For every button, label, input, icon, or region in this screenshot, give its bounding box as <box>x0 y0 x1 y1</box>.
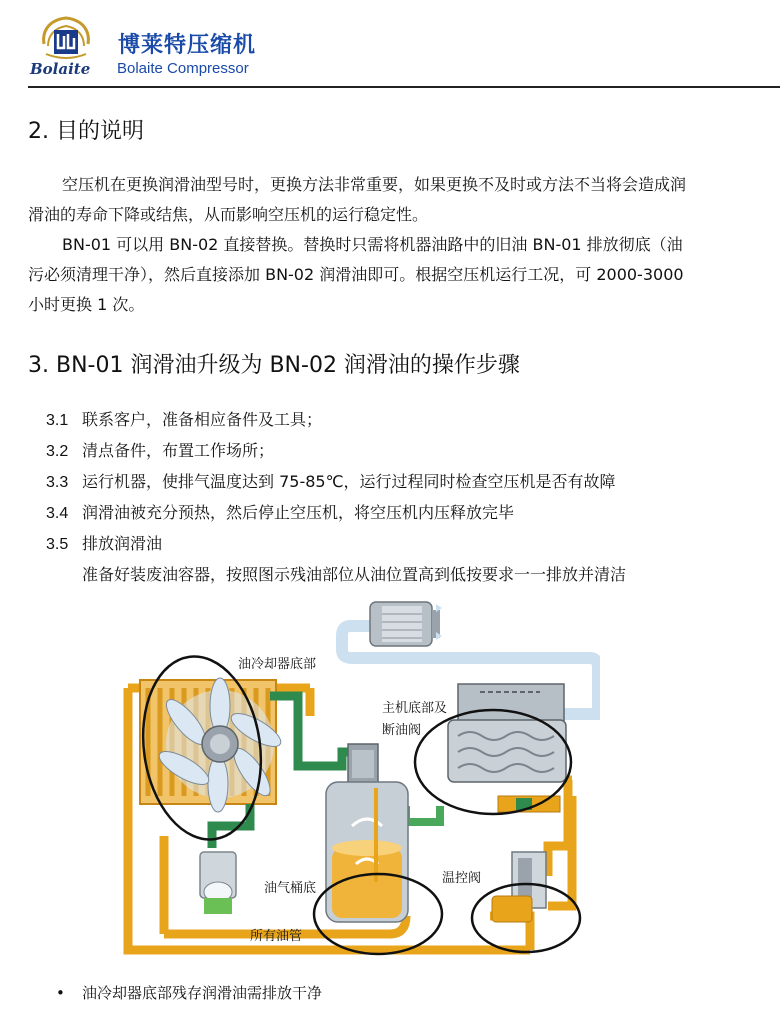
step-text: 运行机器，使排气温度达到 75-85℃，运行过程同时检查空压机是否有故障 <box>82 472 616 491</box>
label-all-pipes: 所有油管 <box>250 929 303 944</box>
step-number: 3.4 <box>46 505 69 522</box>
list-item <box>46 466 616 497</box>
bullet-marker: • <box>56 984 65 1002</box>
para1-line2: 滑油的寿命下降或结焦，从而影响空压机的运行稳定性。 <box>28 205 429 224</box>
oil-drain-diagram <box>120 596 600 976</box>
label-main-bottom-2: 断油阀 <box>382 723 422 738</box>
logo-script-text: Bolaite <box>30 60 91 78</box>
list-item <box>46 528 616 559</box>
para2-line1: BN-01 可以用 BN-02 直接替换。替换时只需将机器油路中的旧油 BN-01 排放彻底（油 <box>62 235 683 254</box>
step-number: 3.1 <box>46 412 69 429</box>
company-logo-icon <box>38 14 94 62</box>
section-2-paragraph-2 <box>28 230 773 320</box>
step-number: 3.5 <box>46 536 69 553</box>
brand-name-en: Bolaite Compressor <box>117 60 249 77</box>
oil-cooler <box>140 678 285 812</box>
compressor-oil-circuit-svg <box>120 596 600 976</box>
step-number: 3.2 <box>46 443 69 460</box>
step-text: 清点备件，布置工作场所； <box>82 441 275 460</box>
para2-line3: 小时更换 1 次。 <box>28 295 145 314</box>
header-divider <box>28 86 780 88</box>
step-text: 联系客户，准备相应备件及工具； <box>82 410 323 429</box>
step-text: 排放润滑油 <box>82 534 163 553</box>
para2-line2: 污必须清理干净），然后直接添加 BN-02 润滑油即可。根据空压机运行工况，可 2000-3000 <box>28 265 684 284</box>
label-thermo-valve: 温控阀 <box>442 871 482 886</box>
step-number: 3.3 <box>46 474 69 491</box>
bullet-text: 油冷却器底部残存润滑油需排放干净 <box>82 984 323 1002</box>
brand-name-cn: 博莱特压缩机 <box>118 33 257 58</box>
list-item <box>56 982 322 1004</box>
step-text: 润滑油被充分预热，然后停止空压机，将空压机内压释放完毕 <box>82 503 515 522</box>
section-2-paragraph-1 <box>28 170 773 230</box>
label-cooler-bottom: 油冷却器底部 <box>238 657 317 672</box>
step-3-5-detail: 准备好装废油容器，按照图示残油部位从油位置高到低按要求一一排放并清洁 <box>82 565 627 584</box>
label-main-bottom-1: 主机底部及 <box>382 701 448 716</box>
section-3-heading: 3. BN-01 润滑油升级为 BN-02 润滑油的操作步骤 <box>28 353 520 378</box>
section-2-heading: 2. 目的说明 <box>28 119 144 144</box>
page-header <box>0 0 783 88</box>
list-item <box>46 435 616 466</box>
label-tank-bottom: 油气桶底 <box>264 881 317 896</box>
steps-list <box>46 404 616 559</box>
screw-air-end <box>448 684 566 812</box>
list-item <box>46 404 616 435</box>
list-item <box>46 497 616 528</box>
oil-filter <box>200 852 236 914</box>
para1-line1: 空压机在更换润滑油型号时，更换方法非常重要，如果更换不及时或方法不当将会造成润 <box>62 175 687 194</box>
oil-gas-tank <box>326 782 408 922</box>
air-filter-icon <box>370 602 440 646</box>
